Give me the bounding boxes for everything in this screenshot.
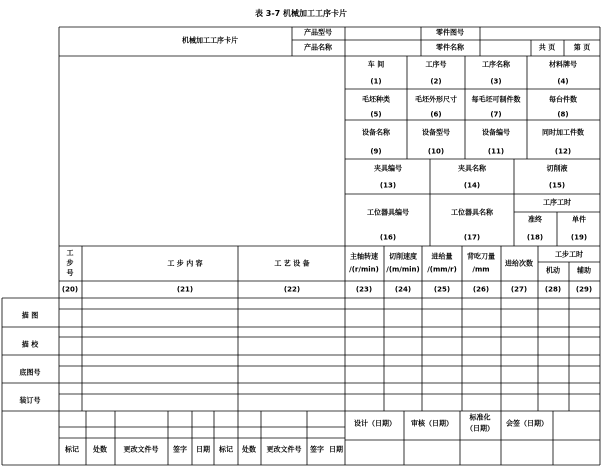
blank-dimensions-label: 毛坯外形尺寸 bbox=[415, 95, 457, 104]
operation-no-label: 工序号 bbox=[425, 60, 447, 69]
equipment-name-label: 设备名称 bbox=[362, 128, 390, 137]
design-date-label: 设计（日期） bbox=[354, 419, 396, 428]
product-model-label: 产品型号 bbox=[304, 28, 332, 37]
field-code-10: (10) bbox=[427, 147, 445, 156]
page-number-label: 第 页 bbox=[573, 43, 591, 52]
station-tool-name-label: 工位器具名称 bbox=[451, 208, 493, 217]
field-code-1: (1) bbox=[370, 77, 382, 86]
part-name-label: 零件名称 bbox=[436, 43, 464, 52]
tracing-label: 描 图 bbox=[21, 311, 39, 320]
table-caption: 表 3-7 机械加工工序卡片 bbox=[254, 9, 348, 18]
field-code-29: (29) bbox=[575, 285, 593, 294]
field-code-21: (21) bbox=[176, 285, 194, 294]
field-code-27: (27) bbox=[510, 285, 528, 294]
parts-per-blank-label: 每毛坯可制件数 bbox=[471, 95, 521, 104]
field-code-4: (4) bbox=[557, 77, 569, 86]
material-grade-label: 材料牌号 bbox=[549, 60, 577, 69]
field-code-8: (8) bbox=[557, 110, 569, 119]
total-pages-label: 共 页 bbox=[538, 43, 556, 52]
product-name-label: 产品名称 bbox=[304, 43, 332, 52]
card-title: 机械加工工序卡片 bbox=[182, 36, 238, 45]
field-code-11: (11) bbox=[487, 147, 505, 156]
field-code-28: (28) bbox=[544, 285, 562, 294]
footer-date-2: 日期 bbox=[329, 445, 343, 454]
field-code-23: (23) bbox=[355, 285, 373, 294]
fixture-name-label: 夹具名称 bbox=[458, 164, 486, 173]
blank-type-label: 毛坯种类 bbox=[362, 95, 390, 104]
field-code-16: (16) bbox=[379, 233, 397, 242]
binding-no-label: 装订号 bbox=[19, 396, 41, 405]
setup-time-label: 准终 bbox=[528, 215, 542, 224]
cutting-speed-header: 切削速度 bbox=[389, 252, 417, 261]
process-equipment-header: 工 艺 设 备 bbox=[274, 259, 310, 268]
footer-sign-1: 签字 bbox=[173, 445, 187, 454]
unit-time-label: 单件 bbox=[572, 215, 586, 224]
field-code-7: (7) bbox=[490, 110, 502, 119]
field-code-5: (5) bbox=[370, 110, 382, 119]
station-tool-no-label: 工位器具编号 bbox=[367, 208, 409, 217]
part-drawing-no-label: 零件图号 bbox=[436, 28, 464, 37]
trace-check-label: 描 校 bbox=[21, 340, 39, 349]
step-no-header: 工步号 bbox=[66, 249, 74, 277]
field-code-14: (14) bbox=[463, 181, 481, 190]
footer-sign-2: 签字 bbox=[310, 445, 324, 454]
field-code-19: (19) bbox=[570, 233, 588, 242]
step-time-header: 工步工时 bbox=[555, 250, 583, 259]
simultaneous-parts-label: 同时加工件数 bbox=[542, 128, 584, 137]
cutting-speed-unit: /(m/min) bbox=[386, 265, 420, 274]
footer-mark-2: 标记 bbox=[219, 445, 233, 454]
fixture-no-label: 夹具编号 bbox=[374, 164, 402, 173]
parts-per-unit-label: 每台件数 bbox=[549, 95, 577, 104]
field-code-12: (12) bbox=[554, 147, 572, 156]
footer-date-1: 日期 bbox=[196, 445, 210, 454]
countersign-date-label: 会签（日期） bbox=[506, 419, 548, 428]
footer-mark-1: 标记 bbox=[65, 445, 79, 454]
spindle-speed-header: 主轴转速 bbox=[350, 252, 378, 261]
workshop-label: 车 间 bbox=[367, 60, 385, 69]
field-code-3: (3) bbox=[490, 77, 502, 86]
standardization-label: 标准化 bbox=[469, 413, 491, 422]
field-code-22: (22) bbox=[283, 285, 301, 294]
field-code-15: (15) bbox=[548, 181, 566, 190]
field-code-25: (25) bbox=[433, 285, 451, 294]
depth-of-cut-unit: /mm bbox=[472, 265, 490, 274]
equipment-no-label: 设备编号 bbox=[482, 128, 510, 137]
footer-change-doc-1: 更改文件号 bbox=[123, 445, 159, 454]
field-code-13: (13) bbox=[379, 181, 397, 190]
field-code-17: (17) bbox=[463, 233, 481, 242]
step-content-header: 工 步 内 容 bbox=[167, 259, 203, 268]
operation-time-label: 工序工时 bbox=[543, 198, 571, 207]
footer-change-doc-2: 更改文件号 bbox=[266, 445, 302, 454]
machine-time-header: 机动 bbox=[546, 266, 560, 275]
spindle-speed-unit: /(r/min) bbox=[349, 265, 379, 274]
equipment-model-label: 设备型号 bbox=[422, 128, 450, 137]
operation-name-label: 工序名称 bbox=[482, 60, 510, 69]
field-code-26: (26) bbox=[472, 285, 490, 294]
base-drawing-no-label: 底图号 bbox=[19, 368, 41, 377]
auxiliary-time-header: 辅助 bbox=[577, 266, 591, 275]
feed-header: 进给量 bbox=[431, 252, 453, 261]
field-code-6: (6) bbox=[430, 110, 442, 119]
field-code-18: (18) bbox=[526, 233, 544, 242]
feed-unit: /(mm/r) bbox=[427, 265, 457, 274]
feed-passes-header: 进给次数 bbox=[505, 259, 533, 268]
field-code-24: (24) bbox=[394, 285, 412, 294]
coolant-label: 切削液 bbox=[546, 164, 568, 173]
field-code-20: (20) bbox=[61, 285, 79, 294]
field-code-9: (9) bbox=[370, 147, 382, 156]
standardization-date-label: （日期） bbox=[466, 424, 494, 433]
field-code-2: (2) bbox=[430, 77, 442, 86]
footer-count-1: 处数 bbox=[93, 445, 107, 454]
footer-count-2: 处数 bbox=[242, 445, 256, 454]
review-date-label: 审核（日期） bbox=[411, 419, 453, 428]
depth-of-cut-header: 背吃刀量 bbox=[467, 252, 495, 261]
